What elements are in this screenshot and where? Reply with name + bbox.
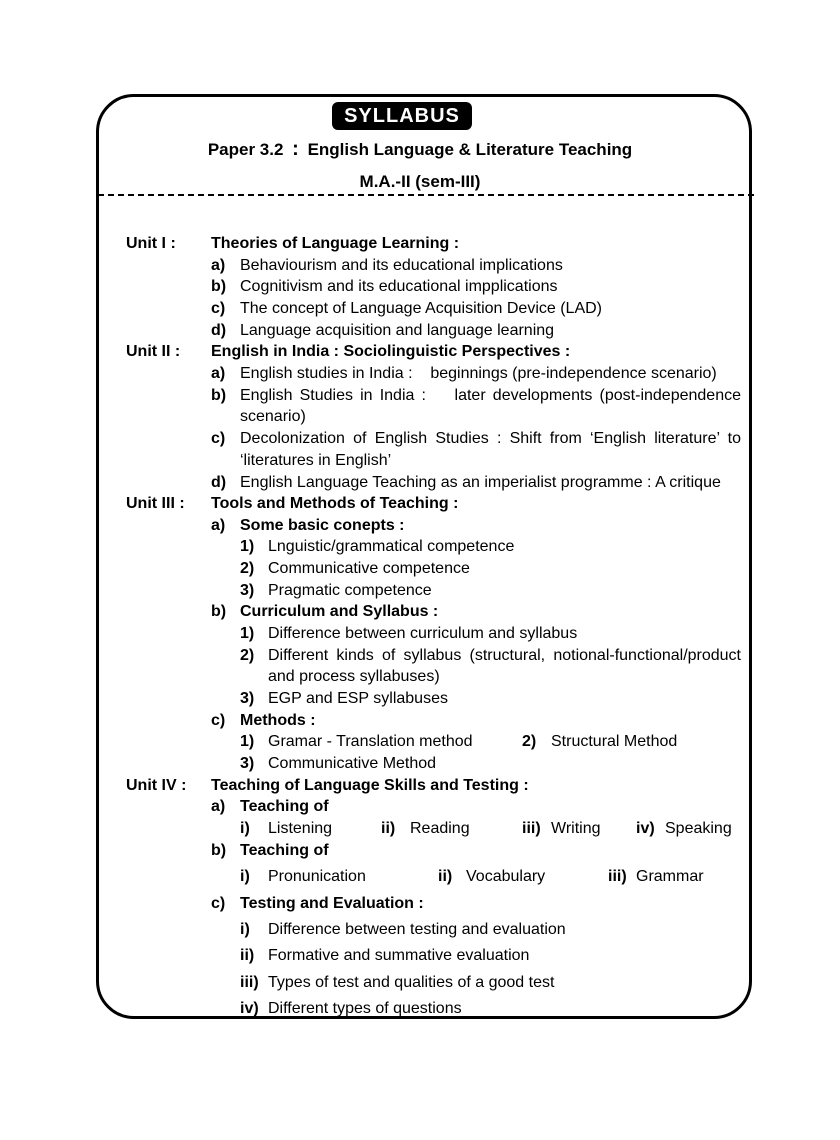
list-item: Different types of questions bbox=[268, 1000, 462, 1017]
paper-name: English Language & Literature Teaching bbox=[307, 140, 633, 159]
item-marker: 2) bbox=[240, 647, 255, 664]
item-marker: b) bbox=[211, 387, 227, 404]
item-marker: i) bbox=[240, 868, 250, 885]
list-item: Difference between testing and evaluation bbox=[268, 921, 566, 938]
list-item: Cognitivism and its educational impplications bbox=[240, 278, 558, 295]
list-item-continuation: scenario) bbox=[240, 408, 306, 425]
list-item-continuation: ‘literatures in English’ bbox=[240, 452, 392, 469]
item-marker: 2) bbox=[522, 733, 537, 750]
dashed-divider bbox=[98, 194, 754, 196]
list-item: The concept of Language Acquisition Device (LAD) bbox=[240, 300, 602, 317]
item-marker: i) bbox=[240, 921, 250, 938]
item-marker: d) bbox=[211, 474, 227, 491]
section-marker: c) bbox=[211, 712, 226, 729]
section-marker: c) bbox=[211, 895, 226, 912]
item-marker: i) bbox=[240, 820, 250, 837]
unit-title: Teaching of Language Skills and Testing : bbox=[211, 777, 529, 794]
item-marker: b) bbox=[211, 278, 227, 295]
item-marker: 1) bbox=[240, 538, 255, 555]
syllabus-badge: SYLLABUS bbox=[332, 102, 472, 130]
item-marker: iv) bbox=[636, 820, 655, 837]
item-marker: iii) bbox=[608, 868, 627, 885]
list-item: EGP and ESP syllabuses bbox=[268, 690, 448, 707]
list-item: Difference between curriculum and syllabus bbox=[268, 625, 578, 642]
paper-number: Paper 3.2 bbox=[207, 140, 284, 159]
item-marker: c) bbox=[211, 300, 226, 317]
section-heading: Methods : bbox=[240, 712, 316, 729]
paper-colon: : bbox=[292, 138, 299, 160]
list-item: Structural Method bbox=[551, 733, 678, 750]
list-item: Communicative competence bbox=[268, 560, 470, 577]
list-item: English Language Teaching as an imperialist programme : A critique bbox=[240, 474, 721, 491]
unit-title: Tools and Methods of Teaching : bbox=[211, 495, 459, 512]
unit-title: Theories of Language Learning : bbox=[211, 235, 460, 252]
list-item: Language acquisition and language learning bbox=[240, 322, 555, 339]
item-marker: 1) bbox=[240, 733, 255, 750]
list-item: Types of test and qualities of a good test bbox=[268, 974, 555, 991]
list-item: Communicative Method bbox=[268, 755, 437, 772]
list-item: Listening bbox=[268, 820, 333, 837]
section-heading: Curriculum and Syllabus : bbox=[240, 603, 439, 620]
section-marker: a) bbox=[211, 517, 226, 534]
list-item: Different kinds of syllabus (structural, notional-functional/product bbox=[268, 647, 741, 664]
item-marker: a) bbox=[211, 365, 226, 382]
unit-label: Unit I : bbox=[126, 235, 176, 252]
list-item: Reading bbox=[410, 820, 470, 837]
item-marker: c) bbox=[211, 430, 226, 447]
item-marker: 3) bbox=[240, 690, 255, 707]
item-marker: iv) bbox=[240, 1000, 259, 1017]
item-marker: iii) bbox=[522, 820, 541, 837]
item-marker: ii) bbox=[240, 947, 255, 964]
unit-label: Unit IV : bbox=[126, 777, 187, 794]
item-marker: ii) bbox=[381, 820, 396, 837]
paper-title bbox=[0, 138, 840, 161]
section-heading: Some basic conepts : bbox=[240, 517, 405, 534]
section-heading: Teaching of bbox=[240, 842, 329, 859]
list-item: Decolonization of English Studies : Shift from ‘English literature’ to bbox=[240, 430, 741, 447]
item-marker: 3) bbox=[240, 582, 255, 599]
list-item: Behaviourism and its educational implications bbox=[240, 257, 563, 274]
unit-label: Unit III : bbox=[126, 495, 185, 512]
list-item: Grammar bbox=[636, 868, 704, 885]
unit-title: English in India : Sociolinguistic Perspectives : bbox=[211, 343, 571, 360]
list-item: Formative and summative evaluation bbox=[268, 947, 530, 964]
list-item-continuation: and process syllabuses) bbox=[268, 668, 440, 685]
section-heading: Testing and Evaluation : bbox=[240, 895, 424, 912]
item-marker: a) bbox=[211, 257, 226, 274]
section-marker: b) bbox=[211, 842, 227, 859]
section-marker: a) bbox=[211, 798, 226, 815]
semester-label: M.A.-II (sem-III) bbox=[359, 172, 481, 191]
item-marker: 1) bbox=[240, 625, 255, 642]
item-marker: iii) bbox=[240, 974, 259, 991]
unit-label: Unit II : bbox=[126, 343, 181, 360]
list-item: Vocabulary bbox=[466, 868, 546, 885]
item-marker: 3) bbox=[240, 755, 255, 772]
section-heading: Teaching of bbox=[240, 798, 329, 815]
item-marker: 2) bbox=[240, 560, 255, 577]
list-item: Writing bbox=[551, 820, 601, 837]
list-item: Pragmatic competence bbox=[268, 582, 432, 599]
list-item: Gramar - Translation method bbox=[268, 733, 473, 750]
item-marker: ii) bbox=[438, 868, 453, 885]
section-marker: b) bbox=[211, 603, 227, 620]
list-item: Pronunication bbox=[268, 868, 366, 885]
list-item: English studies in India : beginnings (pre-independence scenario) bbox=[240, 365, 717, 382]
list-item: English Studies in India : later developments (post-independence bbox=[240, 387, 741, 404]
item-marker: d) bbox=[211, 322, 227, 339]
list-item: Lnguistic/grammatical competence bbox=[268, 538, 515, 555]
list-item: Speaking bbox=[665, 820, 732, 837]
